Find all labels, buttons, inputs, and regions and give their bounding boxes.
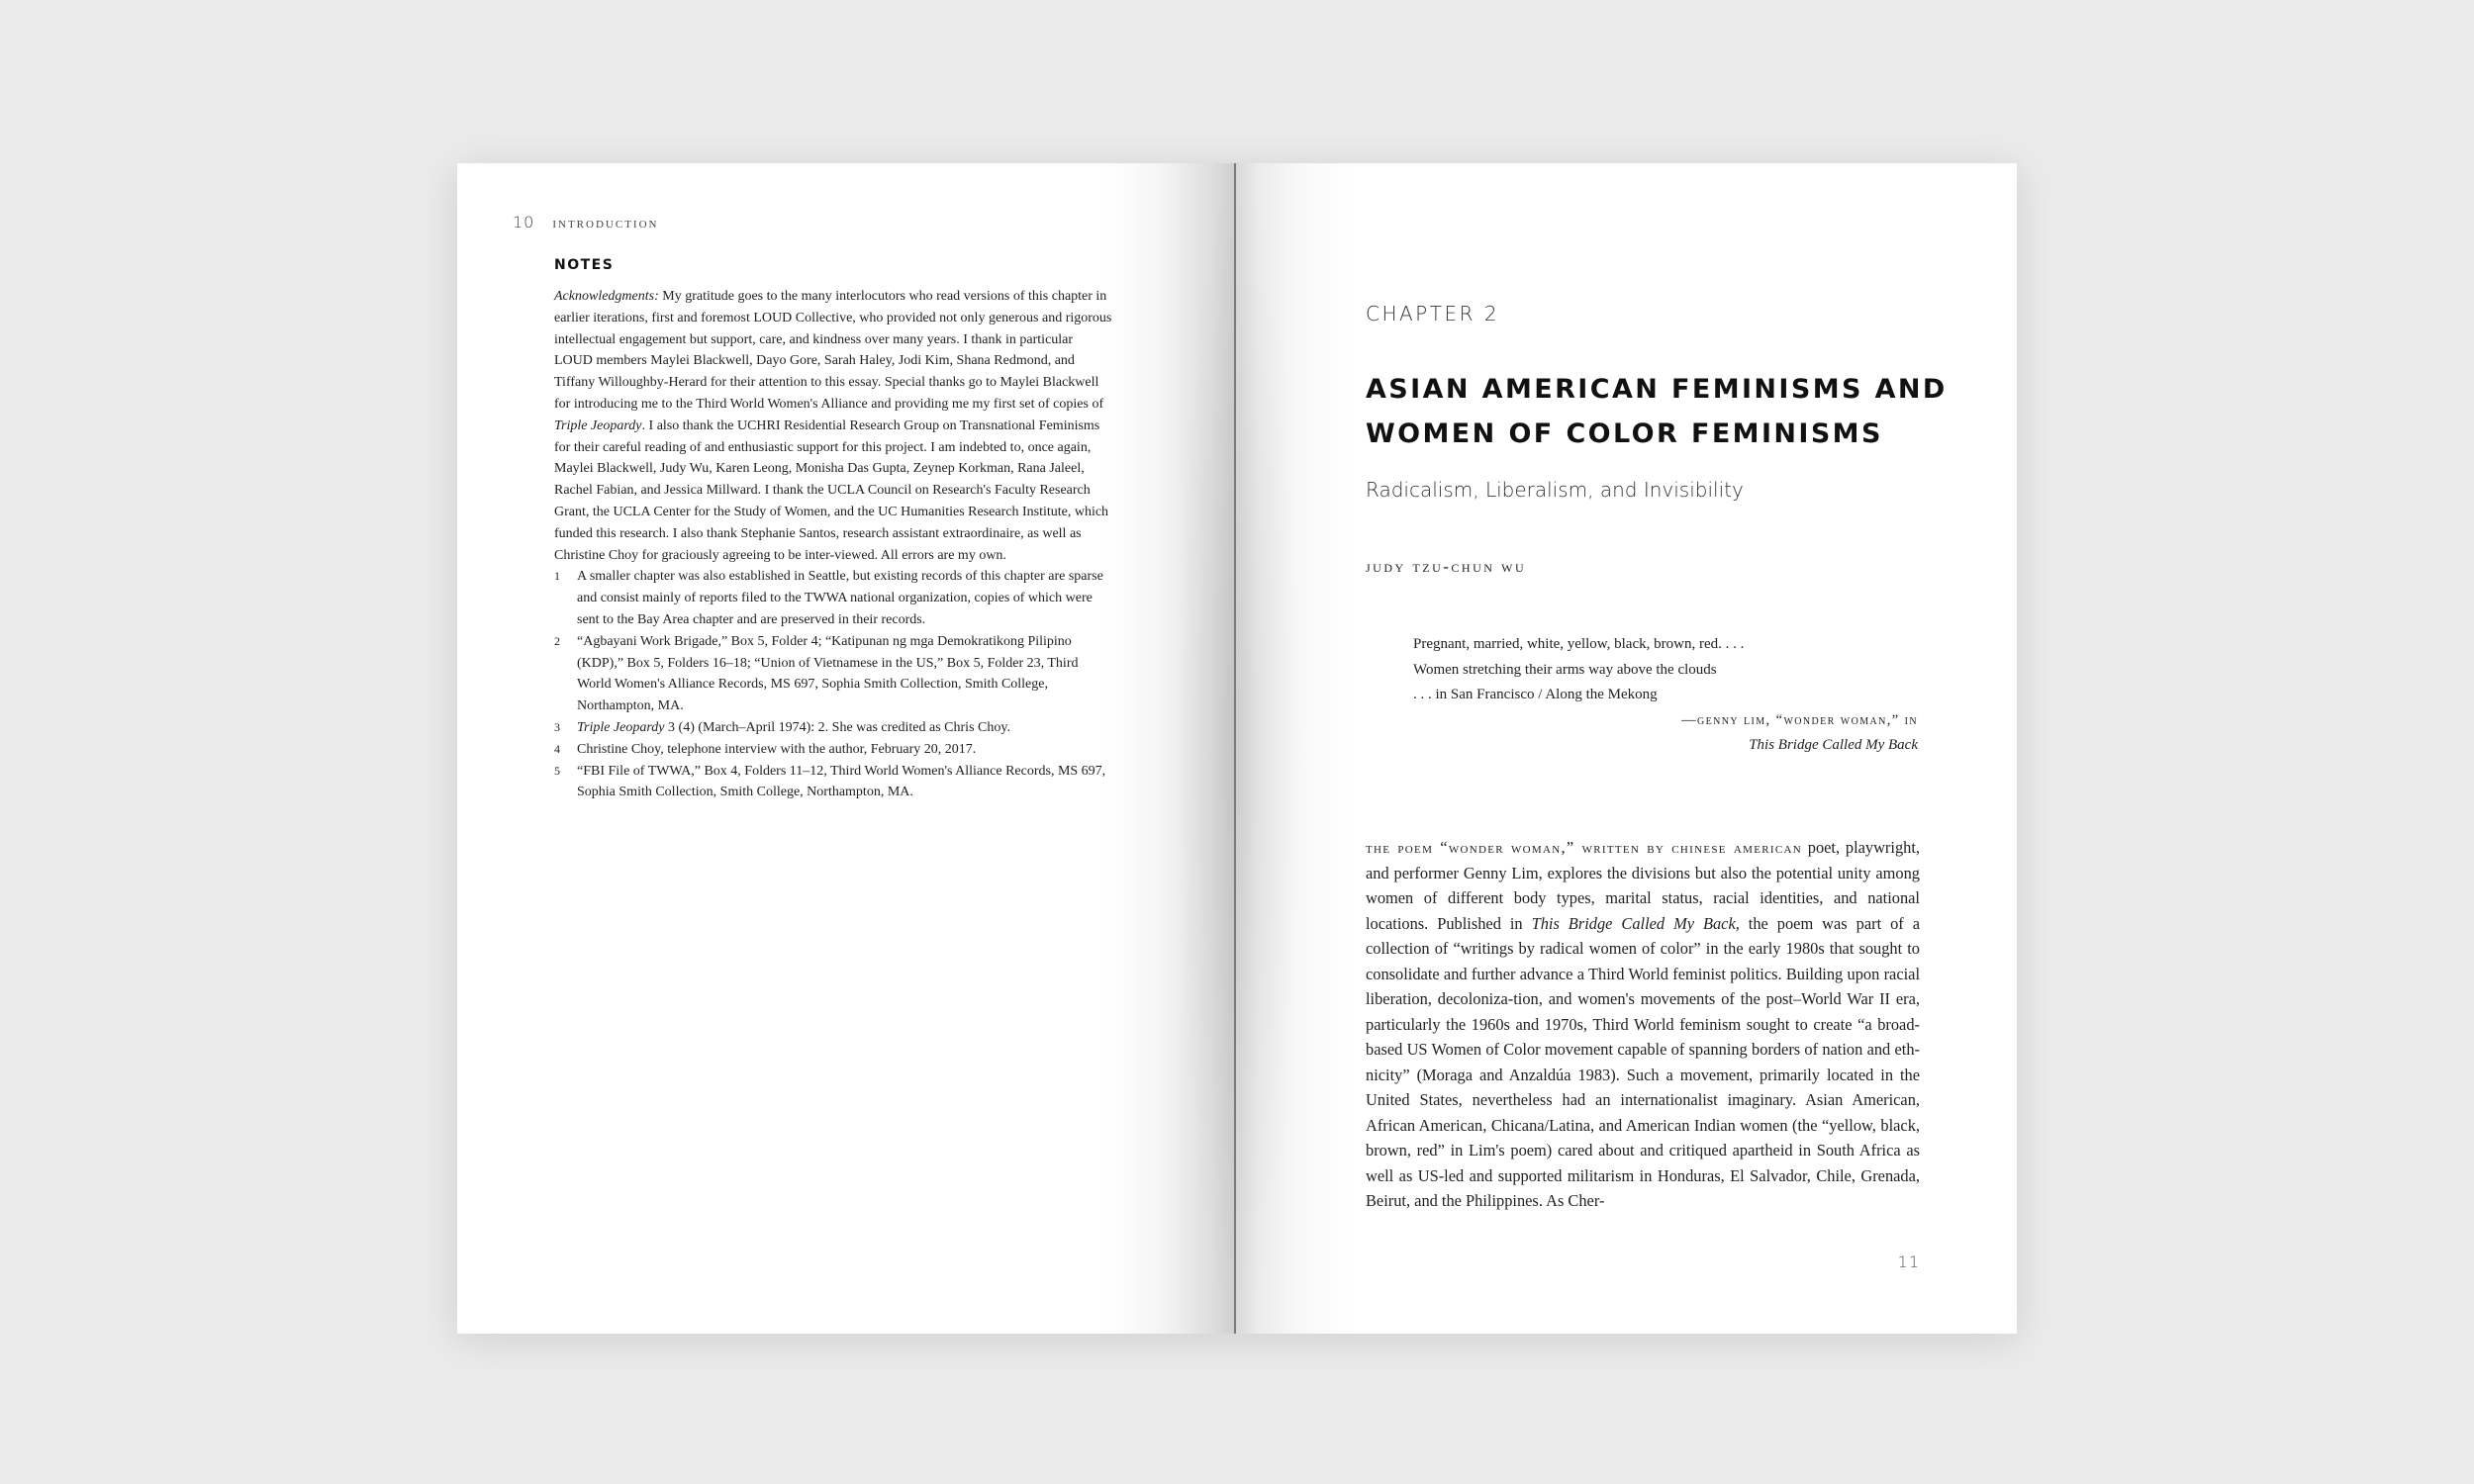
notes-list <box>554 566 1114 803</box>
acknowledgments-text-continued: . I also thank the UCHRI Residential Research Group on Transnational Feminisms for their careful reading of and enthusiastic support for this project. I am indebted to, once again, Maylei Blackwell, Judy Wu, Karen Leong, Monisha Das Gupta, Zeynep Korkman, Rana Jaleel, Rachel Fabian, and Jessica Millward. I thank the UCLA Council on Research's Faculty Research Grant, the UCLA Center for the Study of Women, and the UC Humanities Research Institute, which funded this research. I also thank Stephanie Santos, research assistant extraordinaire, as well as Christine Choy for graciously agreeing to be inter-viewed. All errors are my own. <box>554 417 1109 563</box>
epigraph-line-2: Women stretching their arms way above the clouds <box>1413 661 1717 678</box>
chapter-author: judy tzu-chun wu <box>1366 557 1527 576</box>
running-head <box>513 213 658 232</box>
note-number: 3 <box>554 719 560 734</box>
note-number: 1 <box>554 569 560 584</box>
notes-body <box>554 286 1114 803</box>
note-number: 2 <box>554 633 560 648</box>
chapter-label: CHAPTER 2 <box>1366 302 1500 325</box>
left-page <box>457 163 1235 1334</box>
body-italic-title: This Bridge Called My Back, <box>1531 913 1740 933</box>
page-number-left: 10 <box>513 213 535 232</box>
body-text-part-2: the poem was part of a collection of “writings by radical women of color” in the early 1980s that sought to consolidate and further advance a Third World feminist politics. Building upon racial liberation, decoloniza-tion, and women's movements of the post–World War II era, particularly the 1960s and 1970s, Third World feminism sought to create “a broad-based US Women of Color movement capable of spanning borders of nation and eth-nicity” (Moraga and Anzaldúa 1983). Such a movement, primarily located in the United States, nevertheless had an internationalist imaginary. Asian American, African American, Chicana/Latina, and American Indian women (the “yellow, black, brown, red” in Lim's poem) cared about and critiqued apartheid in South Africa as well as US-led and supported militarism in Honduras, El Salvador, Chile, Grenada, Beirut, and the Philippines. As Cher- <box>1366 913 1920 1210</box>
note-item <box>554 566 1114 630</box>
body-text-part-1: poet, playwright, and performer Genny Lim, explores the divisions but also the potential unity among women of different body types, marital status, racial identities, and national locations. Published in <box>1366 838 1920 933</box>
running-head-title: introduction <box>552 216 659 232</box>
chapter-title <box>1366 367 1959 456</box>
note-text: 3 (4) (March–April 1974): 2. She was credited as Chris Choy. <box>664 719 1010 735</box>
acknowledgments-paragraph <box>554 286 1114 566</box>
note-text: Christine Choy, telephone interview with the author, February 20, 2017. <box>577 741 977 757</box>
note-item <box>554 739 1114 761</box>
acknowledgments-lead: Acknowledgments: <box>554 289 659 304</box>
note-text: “Agbayani Work Brigade,” Box 5, Folder 4; “Katipunan ng mga Demokratikong Pilipino (KDP),” Box 5, Folders 16–18; “Union of Vietnamese in the US,” Box 5, Folder 23, Third World Women's Alliance Records, MS 697, Sophia Smith Collection, Smith College, Northampton, MA. <box>577 633 1079 714</box>
chapter-title-line-2: WOMEN OF COLOR FEMINISMS <box>1366 418 1883 449</box>
book-gutter <box>1234 163 1236 1334</box>
acknowledgments-italic: Triple Jeopardy <box>554 417 642 433</box>
book-spread <box>457 163 2017 1334</box>
note-number: 4 <box>554 741 560 756</box>
note-item <box>554 761 1114 804</box>
notes-heading: NOTES <box>554 257 615 273</box>
chapter-subtitle: Radicalism, Liberalism, and Invisibility <box>1366 478 1744 502</box>
chapter-title-line-1: ASIAN AMERICAN FEMINISMS AND <box>1366 374 1948 405</box>
epigraph-line-3: . . . in San Francisco / Along the Mekong <box>1413 687 1658 702</box>
note-text: “FBI File of TWWA,” Box 4, Folders 11–12, Third World Women's Alliance Records, MS 697, Sophia Smith Collection, Smith College, Northampton, MA. <box>577 763 1106 800</box>
note-number: 5 <box>554 763 560 778</box>
acknowledgments-text: My gratitude goes to the many interlocutors who read versions of this chapter in earlier iterations, first and foremost LOUD Collective, who provided not only generous and rigorous intellectual engagement but support, care, and kindness over many years. I thank in particular LOUD members Maylei Blackwell, Dayo Gore, Sarah Haley, Jodi Kim, Shana Redmond, and Tiffany Willoughby-Herard for their attention to this essay. Special thanks go to Maylei Blackwell for introducing me to the Third World Women's Alliance and providing me my first set of copies of <box>554 289 1112 412</box>
page-number-right: 11 <box>1897 1252 1920 1271</box>
note-italic: Triple Jeopardy <box>577 719 665 735</box>
note-text: A smaller chapter was also established in Seattle, but existing records of this chapter are sparse and consist mainly of reports filed to the TWWA national organization, copies of which were sent to the Bay Area chapter and are preserved in their records. <box>577 569 1103 627</box>
epigraph-attribution: —genny lim, “wonder woman,” in <box>1681 711 1918 728</box>
note-item <box>554 717 1114 739</box>
epigraph-source: This Bridge Called My Back <box>1749 737 1918 753</box>
epigraph <box>1413 632 1918 759</box>
body-lead-caps: the poem “wonder woman,” written by chinese american <box>1366 838 1802 857</box>
note-item <box>554 631 1114 717</box>
epigraph-line-1: Pregnant, married, white, yellow, black, brown, red. . . . <box>1413 636 1745 652</box>
right-page <box>1235 163 2017 1334</box>
chapter-body-text <box>1366 835 1920 1214</box>
